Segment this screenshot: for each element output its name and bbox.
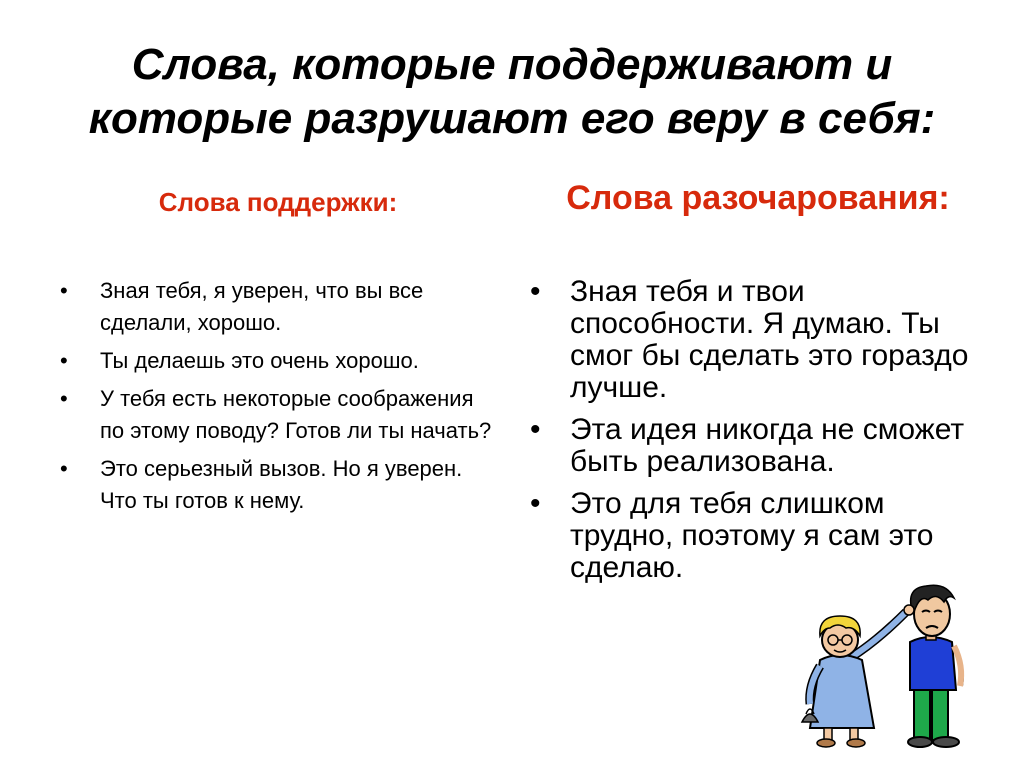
list-item-text: Эта идея никогда не сможет быть реализована. — [570, 413, 965, 478]
list-item — [530, 275, 990, 404]
bullet-icon: • — [530, 413, 541, 446]
slide-title-line-2: которые разрушают его веру в себя: — [88, 94, 936, 143]
list-item — [60, 453, 500, 517]
list-item — [60, 345, 500, 377]
slide-title-line-1: Слова, которые поддерживают и — [131, 40, 893, 89]
list-item-text: Зная тебя, я уверен, что вы все сделали, хорошо. — [100, 278, 424, 335]
disappointment-words-heading: Слова разочарования: — [566, 179, 950, 217]
support-words-heading: Слова поддержки: — [158, 187, 398, 217]
bullet-icon: • — [530, 275, 541, 308]
support-words-list — [60, 275, 500, 523]
list-item-text: Это серьезный вызов. Но я уверен. Что ты готов к нему. — [100, 456, 463, 513]
list-item-text: Зная тебя и твои способности. Я думаю. Ты смог бы сделать это гораздо лучше. — [570, 275, 969, 404]
bullet-icon: • — [530, 487, 541, 520]
bullet-icon: • — [60, 348, 68, 373]
list-item-text: У тебя есть некоторые соображения по этому поводу? Готов ли ты начать? — [100, 386, 492, 443]
list-item-text: Это для тебя слишком трудно, поэтому я сам это сделаю. — [570, 487, 934, 584]
list-item-text: Ты делаешь это очень хорошо. — [100, 348, 419, 373]
bullet-icon: • — [60, 278, 68, 303]
slide-title — [40, 38, 984, 146]
disappointment-words-list — [530, 275, 990, 594]
cartoon-illustration — [796, 582, 980, 752]
list-item — [530, 413, 990, 478]
list-item — [60, 275, 500, 339]
list-item — [60, 383, 500, 447]
list-item — [530, 487, 990, 584]
bullet-icon: • — [60, 456, 68, 481]
cartoon-woman-and-boy-icon — [796, 582, 980, 752]
bullet-icon: • — [60, 386, 68, 411]
